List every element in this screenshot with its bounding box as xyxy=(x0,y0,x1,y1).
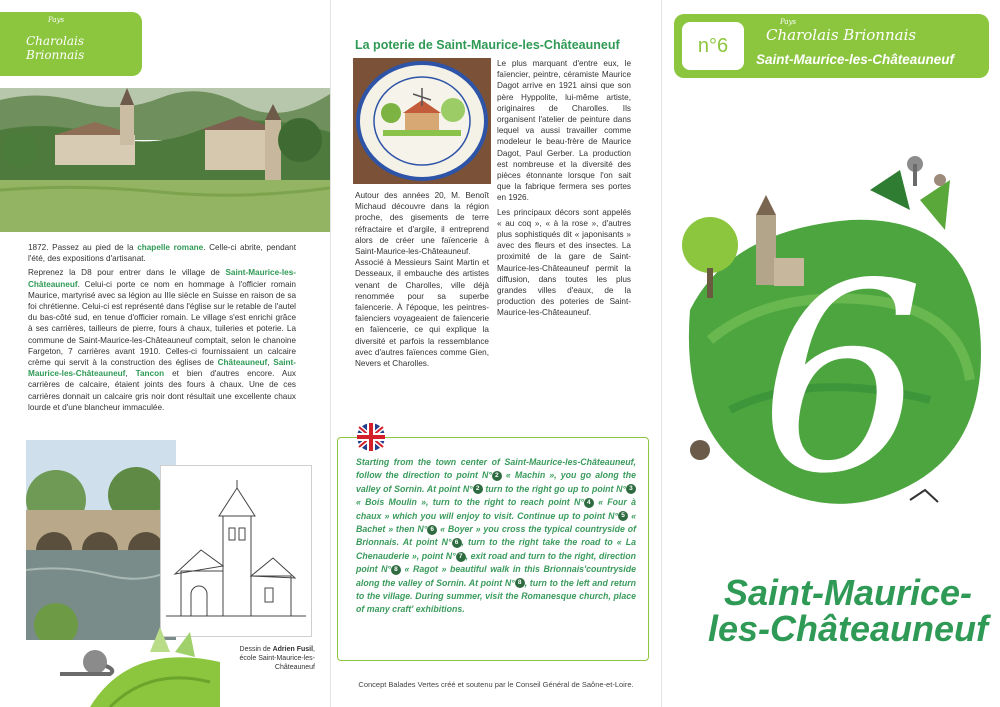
paragraph-village xyxy=(28,267,296,413)
caption-author: Adrien Fusil xyxy=(272,646,314,653)
text-span: Reprenez la D8 pour entrer dans le village de xyxy=(28,268,226,278)
highlight-village: Saint-Maurice-les-Châteauneuf xyxy=(28,268,296,289)
route-number-badge: n°6 xyxy=(682,22,744,70)
point-marker-8: 8 xyxy=(515,578,525,588)
middle-panel xyxy=(331,0,661,707)
pottery-title: La poterie de Saint-Maurice-les-Châteauneuf xyxy=(355,38,620,52)
cover-brand-pays: Pays xyxy=(780,18,797,26)
point-marker-8: 8 xyxy=(391,565,401,575)
text-span: et bien d'autres encore. Aux carrières de calcaire, étaient joints des fours à chaux. Une de ces carrières donnait un calcaire gris noir dont résultait une excellente chaux lourde et d'une blancheur immaculée. xyxy=(28,369,296,412)
right-panel xyxy=(662,0,1000,707)
point-marker-3: 3 xyxy=(626,484,636,494)
brand-banner xyxy=(0,12,142,76)
pottery-text-right xyxy=(497,58,631,322)
text-span: . Celle-ci abrite, pendant l'été, des expositions d'artisanat. xyxy=(28,243,297,264)
en-text-span: Starting from the town center of Saint-Maurice-les-Châteauneuf, follow the direction to point N° xyxy=(356,457,636,481)
cover-brand-name: Charolais Brionnais xyxy=(766,26,917,44)
cover-title-line1: Saint-Maurice- xyxy=(723,572,973,613)
pottery-para-2: Les principaux décors sont appelés « au coq », « à la rose », d'autres plus sophistiqués dit « japonisants » avec des fleurs et des insectes. La proximité de la gare de Saint-Maurice-les-Châteauneuf permit la diffusion, dans toutes les plus grandes villes d'eaux, de la production des poteries de Saint-Maurice-les-Châteauneuf. xyxy=(497,207,631,318)
en-text-span: « Four à chaux » which you will enjoy to visit. Continue up to point N° xyxy=(356,497,636,521)
en-text-span: « Ragot » beautiful walk in this Brionnais'countryside along the valley of Sornin. At point N° xyxy=(356,564,636,588)
caption-prefix: Dessin de xyxy=(239,646,273,653)
snail-leaves-illustration xyxy=(40,622,220,707)
text-span: . Celui-ci porte ce nom en hommage à l'officier romain Maurice, martyrisé avec sa légion au IIIe siècle en Suisse en raison de sa foi chrétienne. Celui-ci est représenté dans l'église sur le retable de l'autel du bas-côté sud, en tenue d'officier romain. Le village s'est enrichi grâce à ses carrières, tailleurs de pierre, fours à chaux, tuileries et poterie. La commune de Saint-Maurice-les-Châteauneuf comptait, selon le chanoine Fargeton, 7 carrières avant 1910. Celles-ci fournissaient un calcaire crème qui servit à la construction des églises de xyxy=(28,279,296,368)
en-text-span: « Bois Moulin », turn to the right to reach point N° xyxy=(356,497,584,508)
en-text-span: turn to the right go up to point N° xyxy=(482,483,626,494)
highlight-chateauneuf: Châteauneuf xyxy=(217,358,268,368)
point-marker-6: 6 xyxy=(452,538,462,548)
pottery-text-left: Autour des années 20, M. Benoît Michaud découvre dans la région proche, des gisements de terre réfractaire et d'argile, il entreprend alors de créer une faïencerie à Saint-Maurice-les-Châteauneuf. Associé à Messieurs Saint Martin et Desseaux, il embauche des artistes venant de Charolles, ville déjà renommée pour sa superbe faïencerie. À l'époque, les peintres-faïenciers voyageaient de faïencerie en faïencerie, ce qui explique la diversité et parfois la ressemblance avec d'autres faïences comme Gien, Nevers et Charolles. xyxy=(355,191,489,369)
sketch-caption: Dessin de Adrien Fusil, école Saint-Maurice-les-Châteauneuf xyxy=(239,646,315,671)
cover-title xyxy=(698,572,998,649)
highlight-saint-maurice: Saint-Maurice-les-Châteauneuf xyxy=(28,358,296,379)
bridge-photo xyxy=(26,440,176,640)
paragraph-chapel xyxy=(28,242,296,264)
village-photo xyxy=(0,80,330,232)
point-marker-6: 6 xyxy=(427,525,437,535)
caption-school: école Saint-Maurice-les-Châteauneuf xyxy=(239,655,315,671)
left-body-text xyxy=(28,242,296,416)
cover-title-line2: les-Châteauneuf xyxy=(707,608,989,649)
en-text-span: « Bachet » then N° xyxy=(356,510,636,535)
text-span: 1872. Passez au pied de la xyxy=(28,243,138,252)
en-text-span: , turn to the right take the road to « La Chenauderie », point N° xyxy=(356,537,636,561)
footer-credit: Concept Balades Vertes créé et soutenu par le Conseil Général de Saône-et-Loire. xyxy=(358,680,634,689)
en-text-span: , exit road and turn to the right, direction point N° xyxy=(356,550,636,575)
big-route-digit: 6 xyxy=(759,229,925,531)
highlight-tancon: Tancon xyxy=(135,369,165,379)
cover-subtitle: Saint-Maurice-les-Châteauneuf xyxy=(756,52,955,67)
church-sketch-frame xyxy=(160,465,312,637)
brand-pays: Pays xyxy=(48,16,65,24)
brand-name: Charolais Brionnais xyxy=(26,34,85,62)
point-marker-2: 2 xyxy=(492,471,502,481)
pottery-bowl-photo xyxy=(353,58,491,184)
en-text-span: « Machin », you go along the valley of Sornin. At point N° xyxy=(356,470,636,494)
pottery-para-1: Le plus marquant d'entre eux, le faïencier, peintre, céramiste Maurice Dagot arrive en 1921 ainsi que son père Hyppolite, lui-même artiste, originaires de Charolles. Ils organisent l'atelier de peinture dans lequel va aussi travailler comme modeleur le beau-frère de Maurice Dagot, Paul Gerber. La production est nombreuse et la diversité des pièces étonnante lorsque l'on sait que la fabrique fermera ses portes en 1926. xyxy=(497,59,631,203)
en-text-span: , turn to the left and return to the village. During summer, visit the Romanesque church, place of many craft' exhibitions. xyxy=(356,577,636,615)
uk-flag-icon xyxy=(356,422,386,452)
highlight-chapelle: chapelle romane xyxy=(137,243,204,252)
english-summary-box xyxy=(337,437,649,661)
point-marker-4: 4 xyxy=(584,498,594,508)
cover-brand xyxy=(766,18,916,44)
point-marker-2: 2 xyxy=(473,484,483,494)
cover-header xyxy=(674,14,989,78)
english-directions-text xyxy=(356,456,636,617)
text-span: , xyxy=(125,369,136,379)
en-text-span: « Boyer » you cross the typical countryside of Brionnais. At point N° xyxy=(356,524,636,548)
text-span: , xyxy=(267,358,274,368)
left-panel xyxy=(0,0,330,707)
church-drawing xyxy=(161,466,311,636)
point-marker-7: 7 xyxy=(456,552,466,562)
point-marker-5: 5 xyxy=(618,511,628,521)
